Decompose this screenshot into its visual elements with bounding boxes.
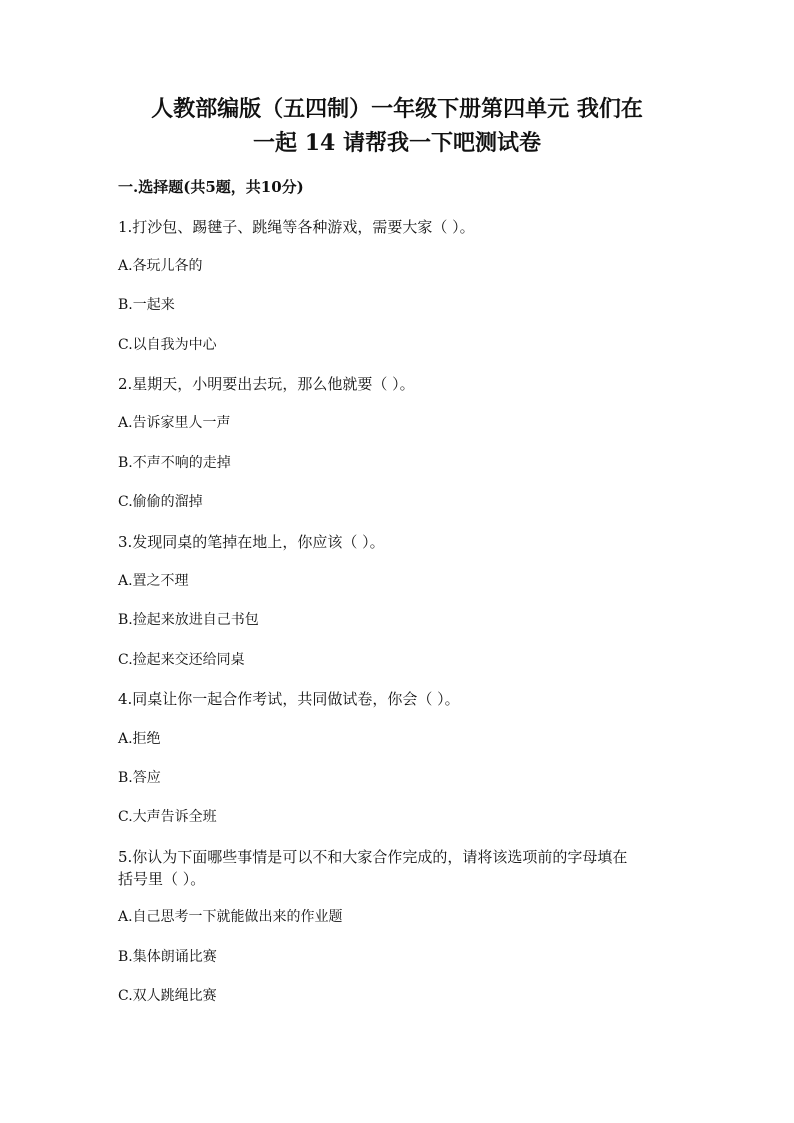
- question-1-option-a: A.各玩儿各的: [118, 258, 203, 274]
- question-1-option-b: B.一起来: [118, 297, 175, 313]
- question-5-text-line-2: 括号里（ ）。: [118, 870, 206, 888]
- question-5-option-b: B.集体朗诵比赛: [118, 949, 217, 965]
- question-3-option-b: B.捡起来放进自己书包: [118, 612, 259, 628]
- question-4-option-c: C.大声告诉全班: [118, 809, 217, 825]
- question-3-option-c: C.捡起来交还给同桌: [118, 652, 245, 668]
- page-title: [110, 92, 684, 160]
- question-2-option-a: A.告诉家里人一声: [118, 415, 231, 431]
- question-5-option-a: A.自己思考一下就能做出来的作业题: [118, 909, 343, 925]
- question-4-option-a: A.拒绝: [118, 731, 161, 747]
- question-1-option-c: C.以自我为中心: [118, 337, 217, 353]
- question-1-text: 1.打沙包、踢毽子、跳绳等各种游戏，需要大家（ ）。: [118, 218, 475, 236]
- question-2-option-c: C.偷偷的溜掉: [118, 494, 203, 510]
- question-5-text-line-1: 5.你认为下面哪些事情是可以不和大家合作完成的，请将该选项前的字母填在: [118, 848, 628, 866]
- question-2-text: 2.星期天，小明要出去玩，那么他就要（ ）。: [118, 375, 415, 393]
- question-2-option-b: B.不声不响的走掉: [118, 455, 231, 471]
- question-3-text: 3.发现同桌的笔掉在地上，你应该（ ）。: [118, 533, 385, 551]
- question-4-option-b: B.答应: [118, 770, 161, 786]
- title-line-1: 人教部编版（五四制）一年级下册第四单元 我们在: [151, 96, 643, 122]
- question-4-text: 4.同桌让你一起合作考试，共同做试卷，你会（ ）。: [118, 690, 460, 708]
- question-5-option-c: C.双人跳绳比赛: [118, 988, 217, 1004]
- section-header: 一.选择题(共5题，共10分): [118, 178, 304, 196]
- title-line-2: 一起 14 请帮我一下吧测试卷: [253, 130, 541, 156]
- question-3-option-a: A.置之不理: [118, 573, 189, 589]
